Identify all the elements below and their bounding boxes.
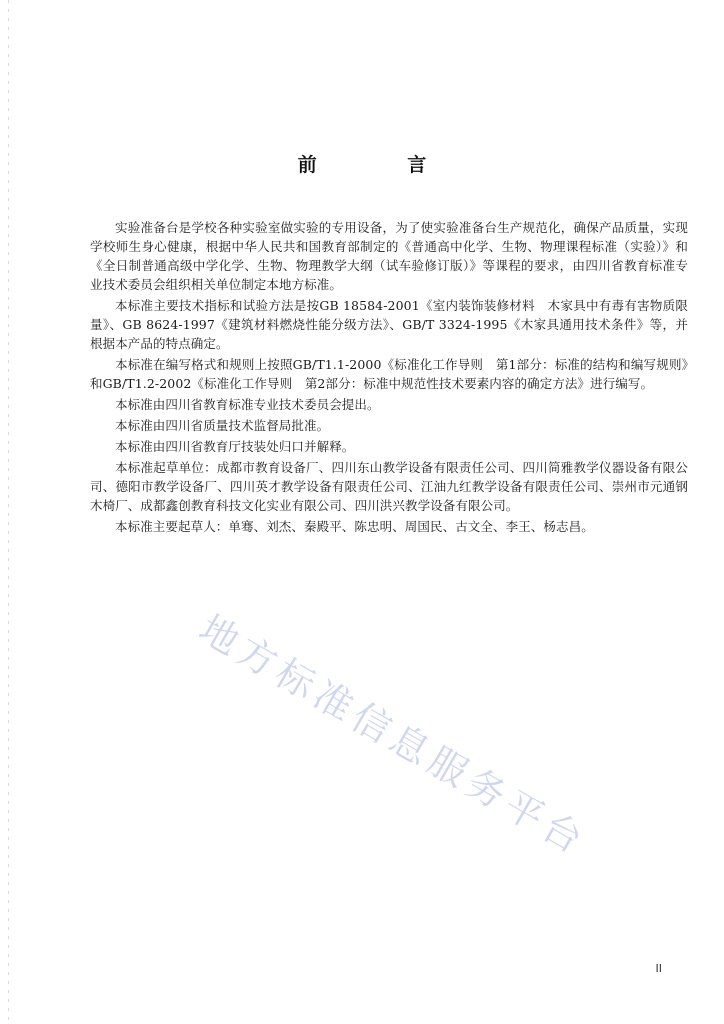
foreword-paragraph-3: 本标准在编写格式和规则上按照GB/T1.1-2000《标准化工作导则 第1部分：标准的结构和编写规则》和GB/T1.2-2002《标准化工作导则 第2部分：标准中规范性技术要素内容的确定方法》进行编写。 <box>90 357 688 391</box>
page-number: II <box>655 962 662 975</box>
foreword-paragraph-6: 本标准由四川省教育厅技装处归口并解释。 <box>115 439 355 454</box>
foreword-paragraph-8: 本标准主要起草人：单骞、刘杰、秦殿平、陈忠明、周国民、古文全、李王、杨志昌。 <box>115 519 594 534</box>
watermark: 地方标准信息服务平台 <box>191 606 595 865</box>
foreword-paragraph-1: 实验准备台是学校各种实验室做实验的专用设备，为了使实验准备台生产规范化，确保产品质量，实现学校师生身心健康，根据中华人民共和国教育部制定的《普通高中化学、生物、物理课程标准（实验）》和《全日制普通高级中学化学、生物、物理教学大纲（试车验修订版）》等课程的要求，由四川省教育标准专业技术委员会组织相关单位制定本地方标准。 <box>90 220 688 292</box>
foreword-paragraph-4: 本标准由四川省教育标准专业技术委员会提出。 <box>115 397 380 412</box>
foreword-paragraph-5: 本标准由四川省质量技术监督局批准。 <box>115 418 330 433</box>
foreword-paragraph-7: 本标准起草单位：成都市教育设备厂、四川东山教学设备有限责任公司、四川简雅教学仪器设备有限公司、德阳市教学设备厂、四川英才教学设备有限责任公司、江油九红教学设备有限责任公司、崇州市元通钢木椅厂、成都鑫创教育科技文化实业有限公司、四川洪兴教学设备有限公司。 <box>90 460 688 513</box>
page-title: 前 言 <box>297 154 469 176</box>
foreword-body <box>90 218 688 538</box>
foreword-paragraph-2: 本标准主要技术指标和试验方法是按GB 18584-2001《室内装饰装修材料 木家具中有毒有害物质限量》、GB 8624-1997《建筑材料燃烧性能分级方法》、GB/T 3324-1995《木家具通用技术条件》等，并根据本产品的特点确定。 <box>90 298 688 351</box>
